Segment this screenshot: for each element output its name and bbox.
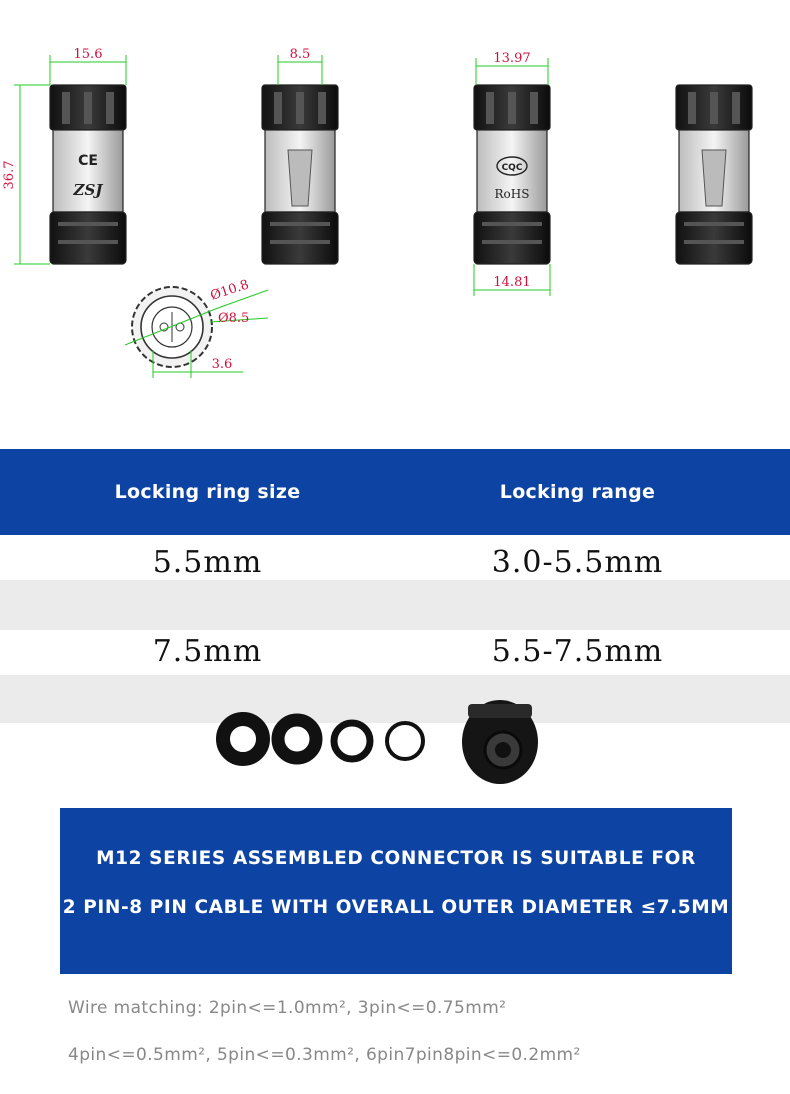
- cqc-mark: CQC: [501, 163, 523, 173]
- dimension-outer-diameter: Ø10.8: [208, 277, 251, 304]
- dimension-inner-diameter: Ø8.5: [218, 311, 250, 326]
- suitability-note: [60, 808, 732, 974]
- brand-mark: ZSJ: [73, 181, 103, 199]
- ring-size-cell: 7.5mm: [152, 633, 263, 669]
- table-row: [0, 627, 790, 675]
- locking-range-cell: 5.5-7.5mm: [491, 633, 664, 669]
- seal-rings-illustration: [210, 694, 550, 794]
- connector-side-view: [262, 47, 338, 264]
- header-locking-ring-size: Locking ring size: [114, 481, 301, 503]
- spec-table-header: [0, 449, 790, 535]
- connector-back-view: [474, 51, 550, 296]
- wire-matching-line-1: Wire matching: 2pin<=1.0mm², 3pin<=0.75mm²: [68, 998, 507, 1018]
- dimension-width-bottom: 14.81: [493, 275, 531, 290]
- technical-drawing: [0, 0, 790, 440]
- ce-mark: CE: [78, 153, 98, 169]
- note-line-2: 2 PIN-8 PIN CABLE WITH OVERALL OUTER DIAMETER ≤7.5MM: [62, 897, 730, 918]
- table-row: [0, 538, 790, 586]
- connector-rear-side-view: [676, 85, 752, 264]
- dimension-width-top: 13.97: [493, 51, 531, 66]
- row-separator: [0, 580, 790, 630]
- locking-range-cell: 3.0-5.5mm: [491, 544, 664, 580]
- dimension-width-side: 8.5: [289, 47, 311, 62]
- note-line-1: M12 SERIES ASSEMBLED CONNECTOR IS SUITABLE FOR: [96, 848, 696, 869]
- ring-size-cell: 5.5mm: [152, 544, 263, 580]
- dimension-width-front: 15.6: [73, 47, 103, 62]
- rohs-mark: RoHS: [494, 187, 530, 201]
- dimension-pin-pitch: 3.6: [211, 357, 233, 372]
- wire-matching-line-2: 4pin<=0.5mm², 5pin<=0.3mm², 6pin7pin8pin<=0.2mm²: [68, 1045, 581, 1065]
- dimension-height: 36.7: [2, 160, 17, 190]
- header-locking-range: Locking range: [499, 481, 656, 503]
- connector-front-view: [2, 47, 126, 264]
- connector-end-view: [125, 277, 268, 378]
